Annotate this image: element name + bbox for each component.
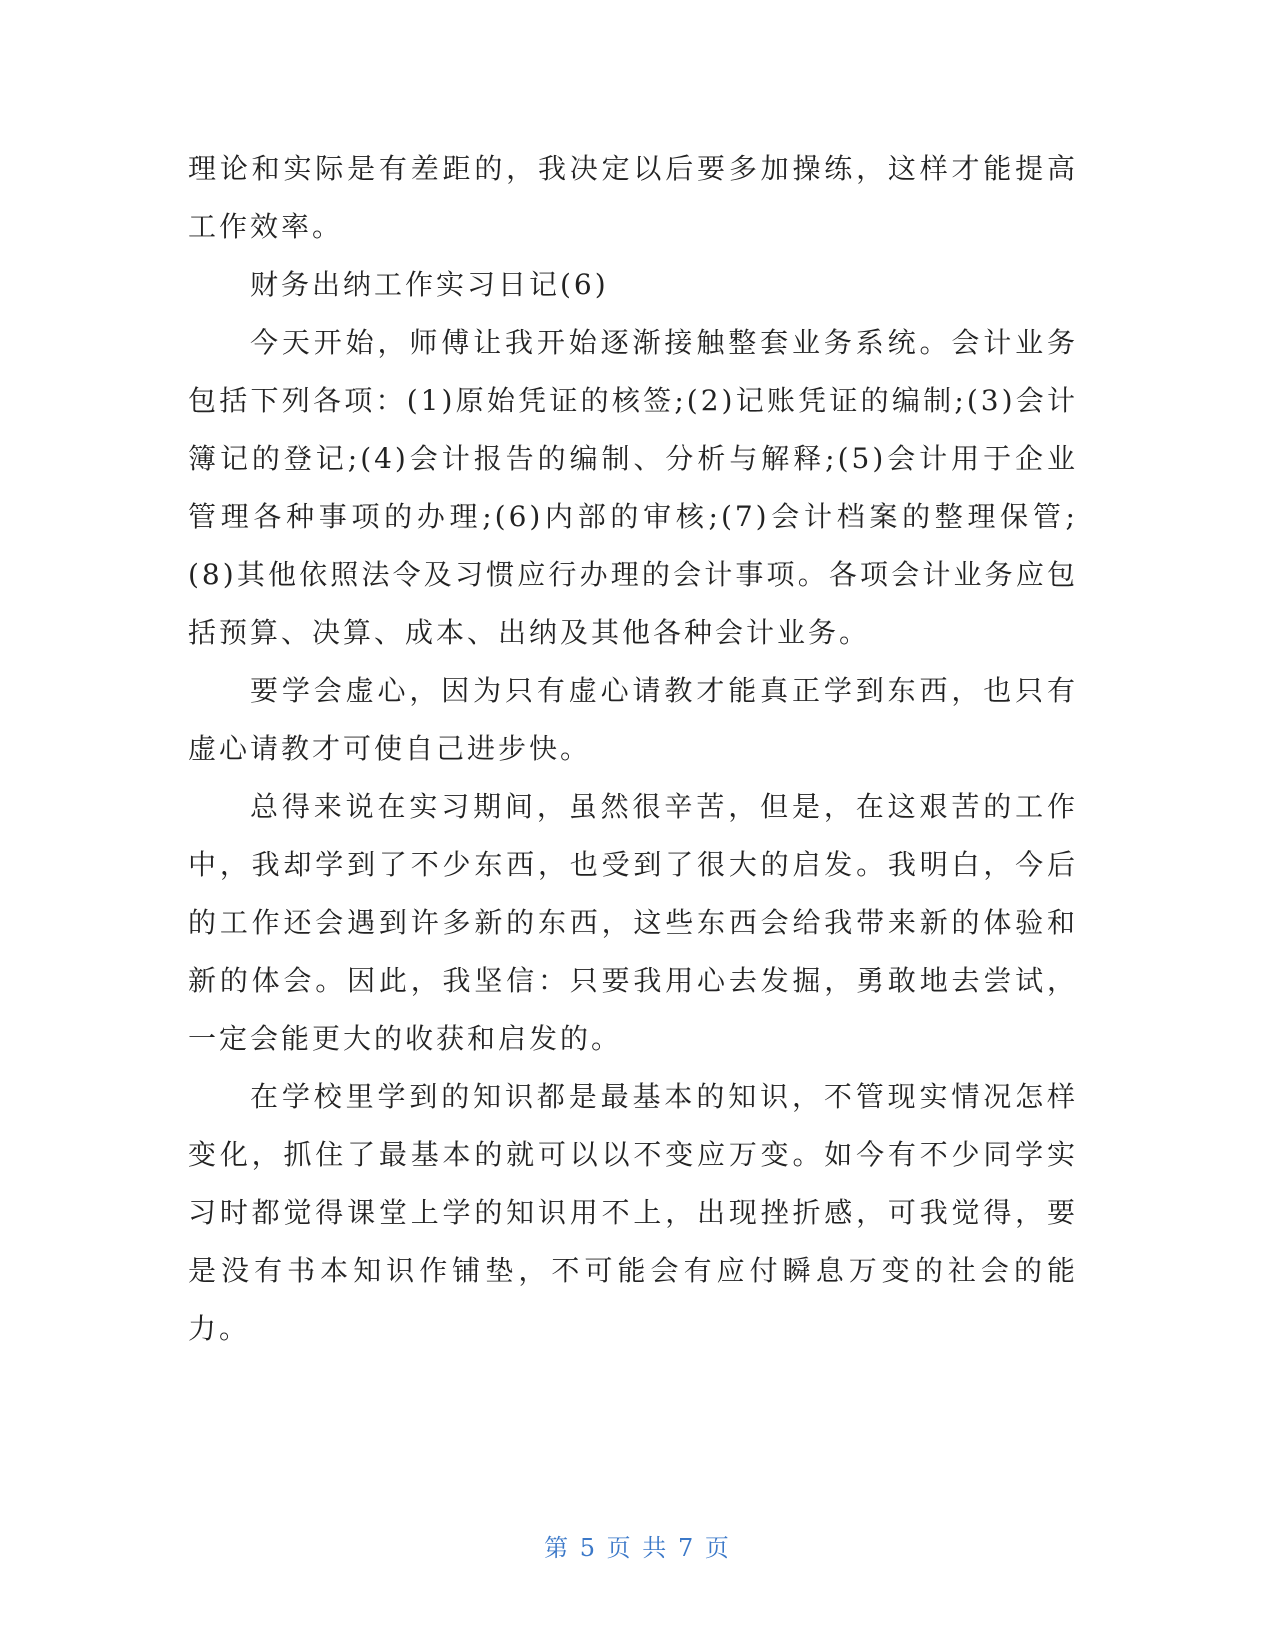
diary-entry-heading: 财务出纳工作实习日记(6) [250,268,609,301]
page-label-mid: 页 共 [606,1534,669,1562]
page-label-prefix: 第 [544,1534,571,1562]
paragraph-summary: 总得来说在实习期间，虽然很辛苦，但是，在这艰苦的工作中，我却学到了不少东西，也受到了很大的启发。我明白，今后的工作还会遇到许多新的东西，这些东西会给我带来新的体验和新的体会。因此，我坚信：只要我用心去发掘，勇敢地去尝试，一定会能更大的收获和启发的。 [188,790,1078,1055]
page-total: 7 [677,1534,696,1562]
paragraph-be-humble: 要学会虚心，因为只有虚心请教才能真正学到东西，也只有虚心请教才可使自己进步快。 [188,674,1078,765]
page-label-suffix: 页 [704,1534,731,1562]
paragraph-continuation: 理论和实际是有差距的，我决定以后要多加操练，这样才能提高工作效率。 [188,152,1078,243]
paragraph-accounting-business: 今天开始，师傅让我开始逐渐接触整套业务系统。会计业务包括下列各项：(1)原始凭证的核签;(2)记账凭证的编制;(3)会计簿记的登记;(4)会计报告的编制、分析与解释;(5)会计用于企业管理各种事项的办理;(6)内部的审核;(7)会计档案的整理保管;(8)其他依照法令及习惯应行办理的会计事项。各项会计业务应包括预算、决算、成本、出纳及其他各种会计业务。 [188,326,1078,649]
page-footer [0,1528,1275,1563]
paragraph-school-knowledge: 在学校里学到的知识都是最基本的知识，不管现实情况怎样变化，抓住了最基本的就可以以不变应万变。如今有不少同学实习时都觉得课堂上学的知识用不上，出现挫折感，可我觉得，要是没有书本知识作铺垫，不可能会有应付瞬息万变的社会的能力。 [188,1080,1078,1345]
document-body [188,140,1078,1358]
page-number: 5 [579,1534,598,1562]
